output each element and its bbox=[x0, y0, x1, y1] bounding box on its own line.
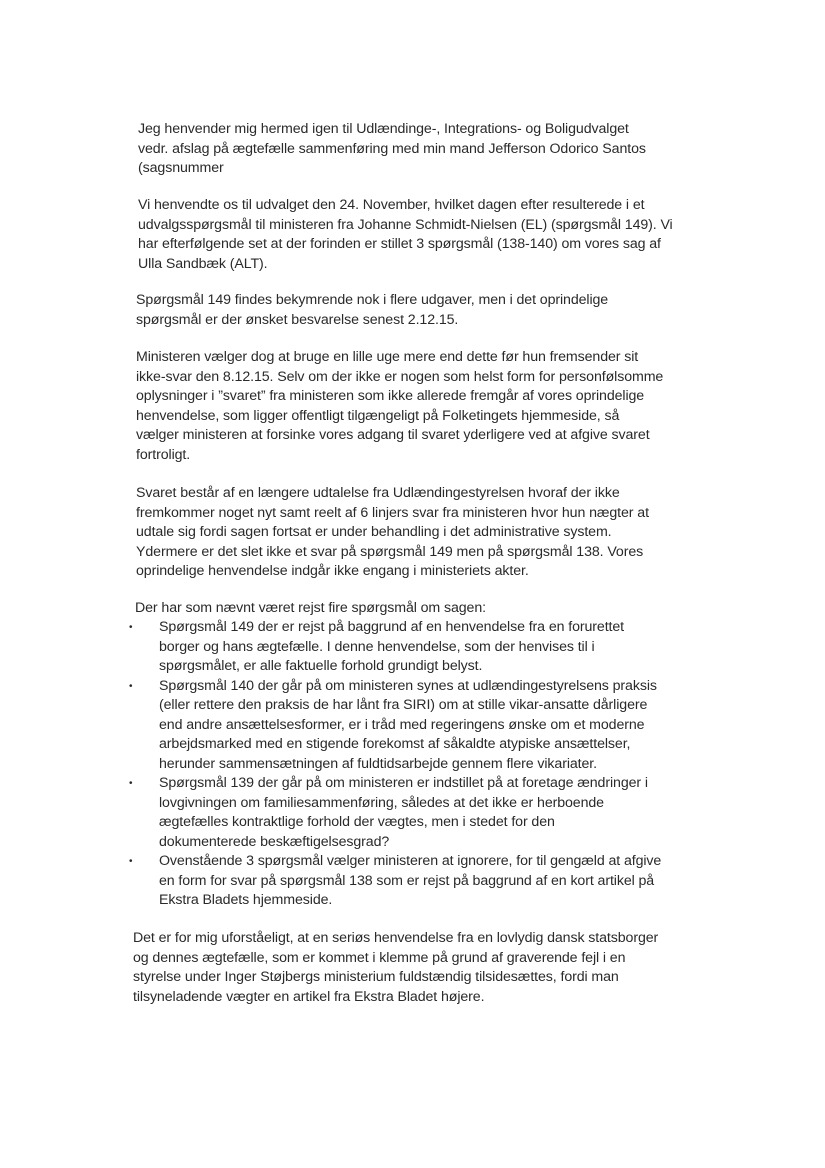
text-line: borger og hans ægtefælle. I denne henvendelse, som der henvises til i bbox=[159, 638, 595, 655]
paragraph-committee bbox=[138, 196, 825, 274]
text-line: arbejdsmarked med en stigende forekomst af såkaldte atypiske ansættelser, bbox=[159, 736, 631, 752]
text-line: Der har som nævnt været rejst fire spørgsmål om sagen: bbox=[135, 600, 486, 616]
text-line: oplysninger i ”svaret” fra ministeren som ikke allerede fremgår af vores oprindelige bbox=[136, 388, 645, 404]
text-line: har efterfølgende set at der forinden er stillet 3 spørgsmål (138-140) om vores sag af bbox=[138, 236, 661, 252]
list-item bbox=[129, 852, 825, 911]
paragraph-answer bbox=[136, 484, 825, 582]
text-line: end andre ansættelsesformer, er i tråd med regeringens ønske om et moderne bbox=[159, 716, 645, 733]
questions-list bbox=[129, 618, 825, 911]
text-line: spørgsmålet, er alle faktuelle forhold grundigt belyst. bbox=[159, 658, 483, 674]
text-line: Spørgsmål 149 der er rejst på baggrund af en henvendelse fra en forurettet bbox=[159, 619, 625, 635]
text-line: Spørgsmål 149 findes bekymrende nok i flere udgaver, men i det oprindelige bbox=[136, 292, 609, 308]
bullet-icon: • bbox=[129, 622, 133, 633]
text-line: fremkommer noget nyt samt reelt af 6 linjers svar fra ministeren hvor hun nægter at bbox=[136, 504, 649, 521]
paragraph-minister-delay bbox=[136, 348, 825, 465]
intro-paragraph bbox=[138, 120, 825, 179]
bullet-icon: • bbox=[129, 778, 133, 789]
text-line: Jeg henvender mig hermed igen til Udlændinge-, Integrations- og Boligudvalget bbox=[138, 121, 629, 137]
text-line: styrelse under Inger Støjbergs ministerium fuldstændig tilsidesættes, fordi man bbox=[133, 969, 619, 985]
text-line: lovgivningen om familiesammenføring, således at det ikke er herboende bbox=[159, 794, 604, 811]
text-line: oprindelige henvendelse indgår ikke engang i ministeriets akter. bbox=[136, 563, 529, 579]
text-line: henvendelse, som ligger offentligt tilgængeligt på Folketingets hjemmeside, så bbox=[136, 407, 620, 424]
closing-paragraph bbox=[133, 929, 825, 1007]
text-line: Det er for mig uforståeligt, at en seriøs henvendelse fra en lovlydig dansk statsborger bbox=[133, 930, 659, 946]
text-line: og dennes ægtefælle, som er kommet i klemme på grund af graverende fejl i en bbox=[133, 949, 626, 966]
text-line: fortroligt. bbox=[136, 446, 191, 463]
text-line: vedr. afslag på ægtefælle sammenføring med min mand Jefferson Odorico Santos bbox=[138, 140, 646, 157]
text-line: Ekstra Bladets hjemmeside. bbox=[159, 892, 333, 908]
text-line: ægtefælles kontraktlige forhold der vægtes, men i stedet for den bbox=[159, 814, 555, 830]
text-line: (sagsnummer bbox=[138, 160, 224, 176]
bullet-icon: • bbox=[129, 680, 133, 692]
text-line: en form for svar på spørgsmål 138 som er rejst på baggrund af en kort artikel på bbox=[159, 872, 655, 889]
text-line: herunder sammensætningen af fuldtidsarbejde gennem flere vikariater. bbox=[159, 755, 597, 772]
text-line: ikke-svar den 8.12.15. Selv om der ikke er nogen som helst form for personfølsomme bbox=[136, 368, 664, 385]
text-line: Svaret består af en længere udtalelse fra Udlændingestyrelsen hvoraf der ikke bbox=[136, 485, 620, 501]
text-line: vælger ministeren at forsinke vores adgang til svaret yderligere ved at afgive svaret bbox=[136, 427, 650, 443]
text-line: tilsyneladende vægter en artikel fra Ekstra Bladet højere. bbox=[133, 988, 485, 1005]
list-intro bbox=[135, 599, 825, 619]
text-line: Spørgsmål 139 der går på om ministeren er indstillet på at foretage ændringer i bbox=[159, 775, 648, 791]
list-item bbox=[129, 677, 825, 775]
text-line: dokumenterede beskæftigelsesgrad? bbox=[159, 833, 390, 850]
text-line: (eller rettere den praksis de har lånt fra SIRI) om at stille vikar-ansatte dårligere bbox=[159, 697, 648, 713]
text-line: Vi henvendte os til udvalget den 24. November, hvilket dagen efter resulterede i et bbox=[138, 197, 645, 213]
list-item bbox=[129, 774, 825, 852]
text-line: Ministeren vælger dog at bruge en lille uge mere end dette før hun fremsender sit bbox=[136, 349, 639, 365]
text-line: Ovenstående 3 spørgsmål vælger ministeren at ignorere, for til gengæld at afgive bbox=[159, 853, 662, 869]
text-line: Ydermere er det slet ikke et svar på spørgsmål 149 men på spørgsmål 138. Vores bbox=[136, 543, 644, 560]
text-line: udvalgsspørgsmål til ministeren fra Johanne Schmidt-Nielsen (EL) (spørgsmål 149). Vi bbox=[138, 216, 673, 233]
paragraph-question-149 bbox=[136, 291, 825, 330]
text-line: spørgsmål er der ønsket besvarelse senest 2.12.15. bbox=[136, 311, 459, 328]
list-item bbox=[129, 618, 825, 677]
text-line: udtale sig fordi sagen fortsat er under behandling i det administrative system. bbox=[136, 524, 612, 540]
text-line: Spørgsmål 140 der går på om ministeren synes at udlændingestyrelsens praksis bbox=[159, 677, 657, 694]
bullet-icon: • bbox=[129, 856, 133, 867]
text-line: Ulla Sandbæk (ALT). bbox=[138, 255, 268, 272]
